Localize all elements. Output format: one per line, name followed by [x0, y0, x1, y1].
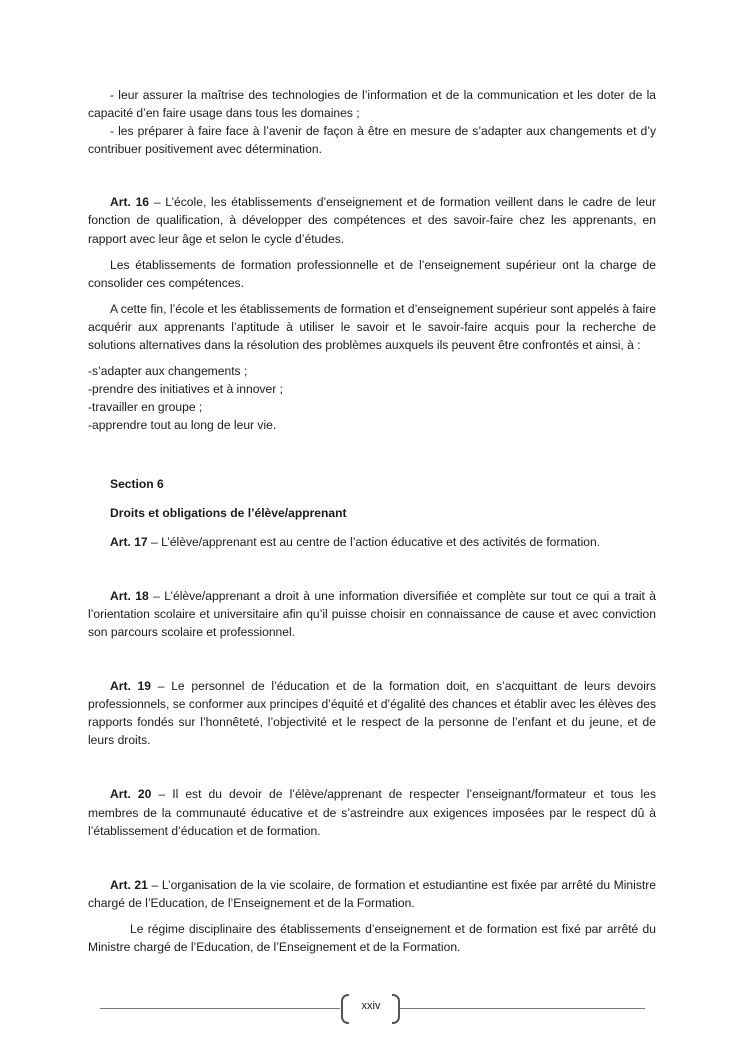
footer-bracket-right: [392, 994, 400, 1024]
article-17-text: – L’élève/apprenant est au centre de l’action éducative et des activités de formation.: [147, 534, 601, 549]
article-18-label: Art. 18: [110, 588, 149, 603]
list-item: -travailler en groupe ;: [88, 400, 203, 415]
competence-list: [88, 362, 656, 434]
article-16-paragraph-3: A cette fin, l’école et les établissements de formation et d’enseignement supérieur sont appelés à faire acquérir aux apprenants l’aptitude à utiliser le savoir et le savoir-faire acquis pour la recherche de solutions alternatives dans la résolution des problèmes auxquels ils peuvent être confrontés et ainsi, à :: [88, 301, 656, 353]
document-body: [88, 86, 656, 956]
article-19-label: Art. 19: [110, 679, 152, 694]
article-16-paragraph-2: Les établissements de formation professionnelle et de l’enseignement supérieur ont la charge de consolider ces compétences.: [88, 257, 656, 290]
list-item: -s’adapter aux changements ;: [88, 364, 248, 379]
article-19-text: – Le personnel de l’éducation et de la formation doit, en s’acquittant de leurs devoirs professionnels, se conformer aux principes d’équité et d’égalité des chances et établir avec les élèves des rapports fondés sur l’honnêteté, l’objectivité et le respect de la personne de l’enfant et du jeune, et de leurs droits.: [88, 679, 656, 748]
article-16-label: Art. 16: [110, 195, 150, 210]
footer-bracket-left: [341, 994, 349, 1024]
section-title: Droits et obligations de l’élève/apprenant: [110, 505, 347, 520]
footer-rule-right: [400, 1008, 645, 1009]
intro-paragraph-2: - les préparer à faire face à l’avenir de façon à être en mesure de s’adapter aux changements et d’y contribuer positivement avec détermination.: [88, 124, 656, 157]
intro-paragraph-1: - leur assurer la maîtrise des technologies de l’information et de la communication et les doter de la capacité d’en faire usage dans tous les domaines ;: [88, 88, 656, 121]
article-21-text: – L’organisation de la vie scolaire, de formation et estudiantine est fixée par arrêté du Ministre chargé de l’Education, de l’Enseignement et de la Formation.: [88, 877, 657, 910]
page-footer: [100, 994, 645, 1024]
page-number: xxiv: [361, 1000, 381, 1012]
article-19: [88, 677, 656, 749]
list-item: -prendre des initiatives et à innover ;: [88, 382, 283, 397]
article-20: [88, 785, 656, 839]
article-16-text: – L’école, les établissements d’enseignement et de formation veillent dans le cadre de leur fonction de qualification, à développer des compétences et des savoir-faire chez les apprenants, en rapport avec leur âge et selon le cycle d’études.: [88, 195, 657, 246]
article-20-text: – Il est du devoir de l’élève/apprenant de respecter l’enseignant/formateur et tous les membres de la communauté éducative et de s’astreindre aux exigences imposées par le respect dû à l’établissement d’éducation et de formation.: [88, 787, 657, 838]
footer-rule-left: [100, 1008, 340, 1009]
article-21-label: Art. 21: [110, 877, 148, 892]
article-18-text: – L’élève/apprenant a droit à une information diversifiée et complète sur tout ce qui a trait à l’orientation scolaire et universitaire afin qu’il puisse choisir en connaissance de cause et avec conviction son parcours scolaire et professionnel.: [88, 588, 657, 639]
article-17-label: Art. 17: [110, 534, 148, 549]
article-17: [88, 533, 656, 551]
article-21-paragraph-2: Le régime disciplinaire des établissements d’enseignement et de formation est fixé par arrêté du Ministre chargé de l’Education, de l’Enseignement et de la Formation.: [88, 921, 656, 954]
article-20-label: Art. 20: [110, 787, 152, 802]
article-18: [88, 587, 656, 641]
article-21: [88, 876, 656, 912]
section-number: Section 6: [110, 476, 164, 491]
article-16: [88, 193, 656, 247]
list-item: -apprendre tout au long de leur vie.: [88, 418, 277, 433]
